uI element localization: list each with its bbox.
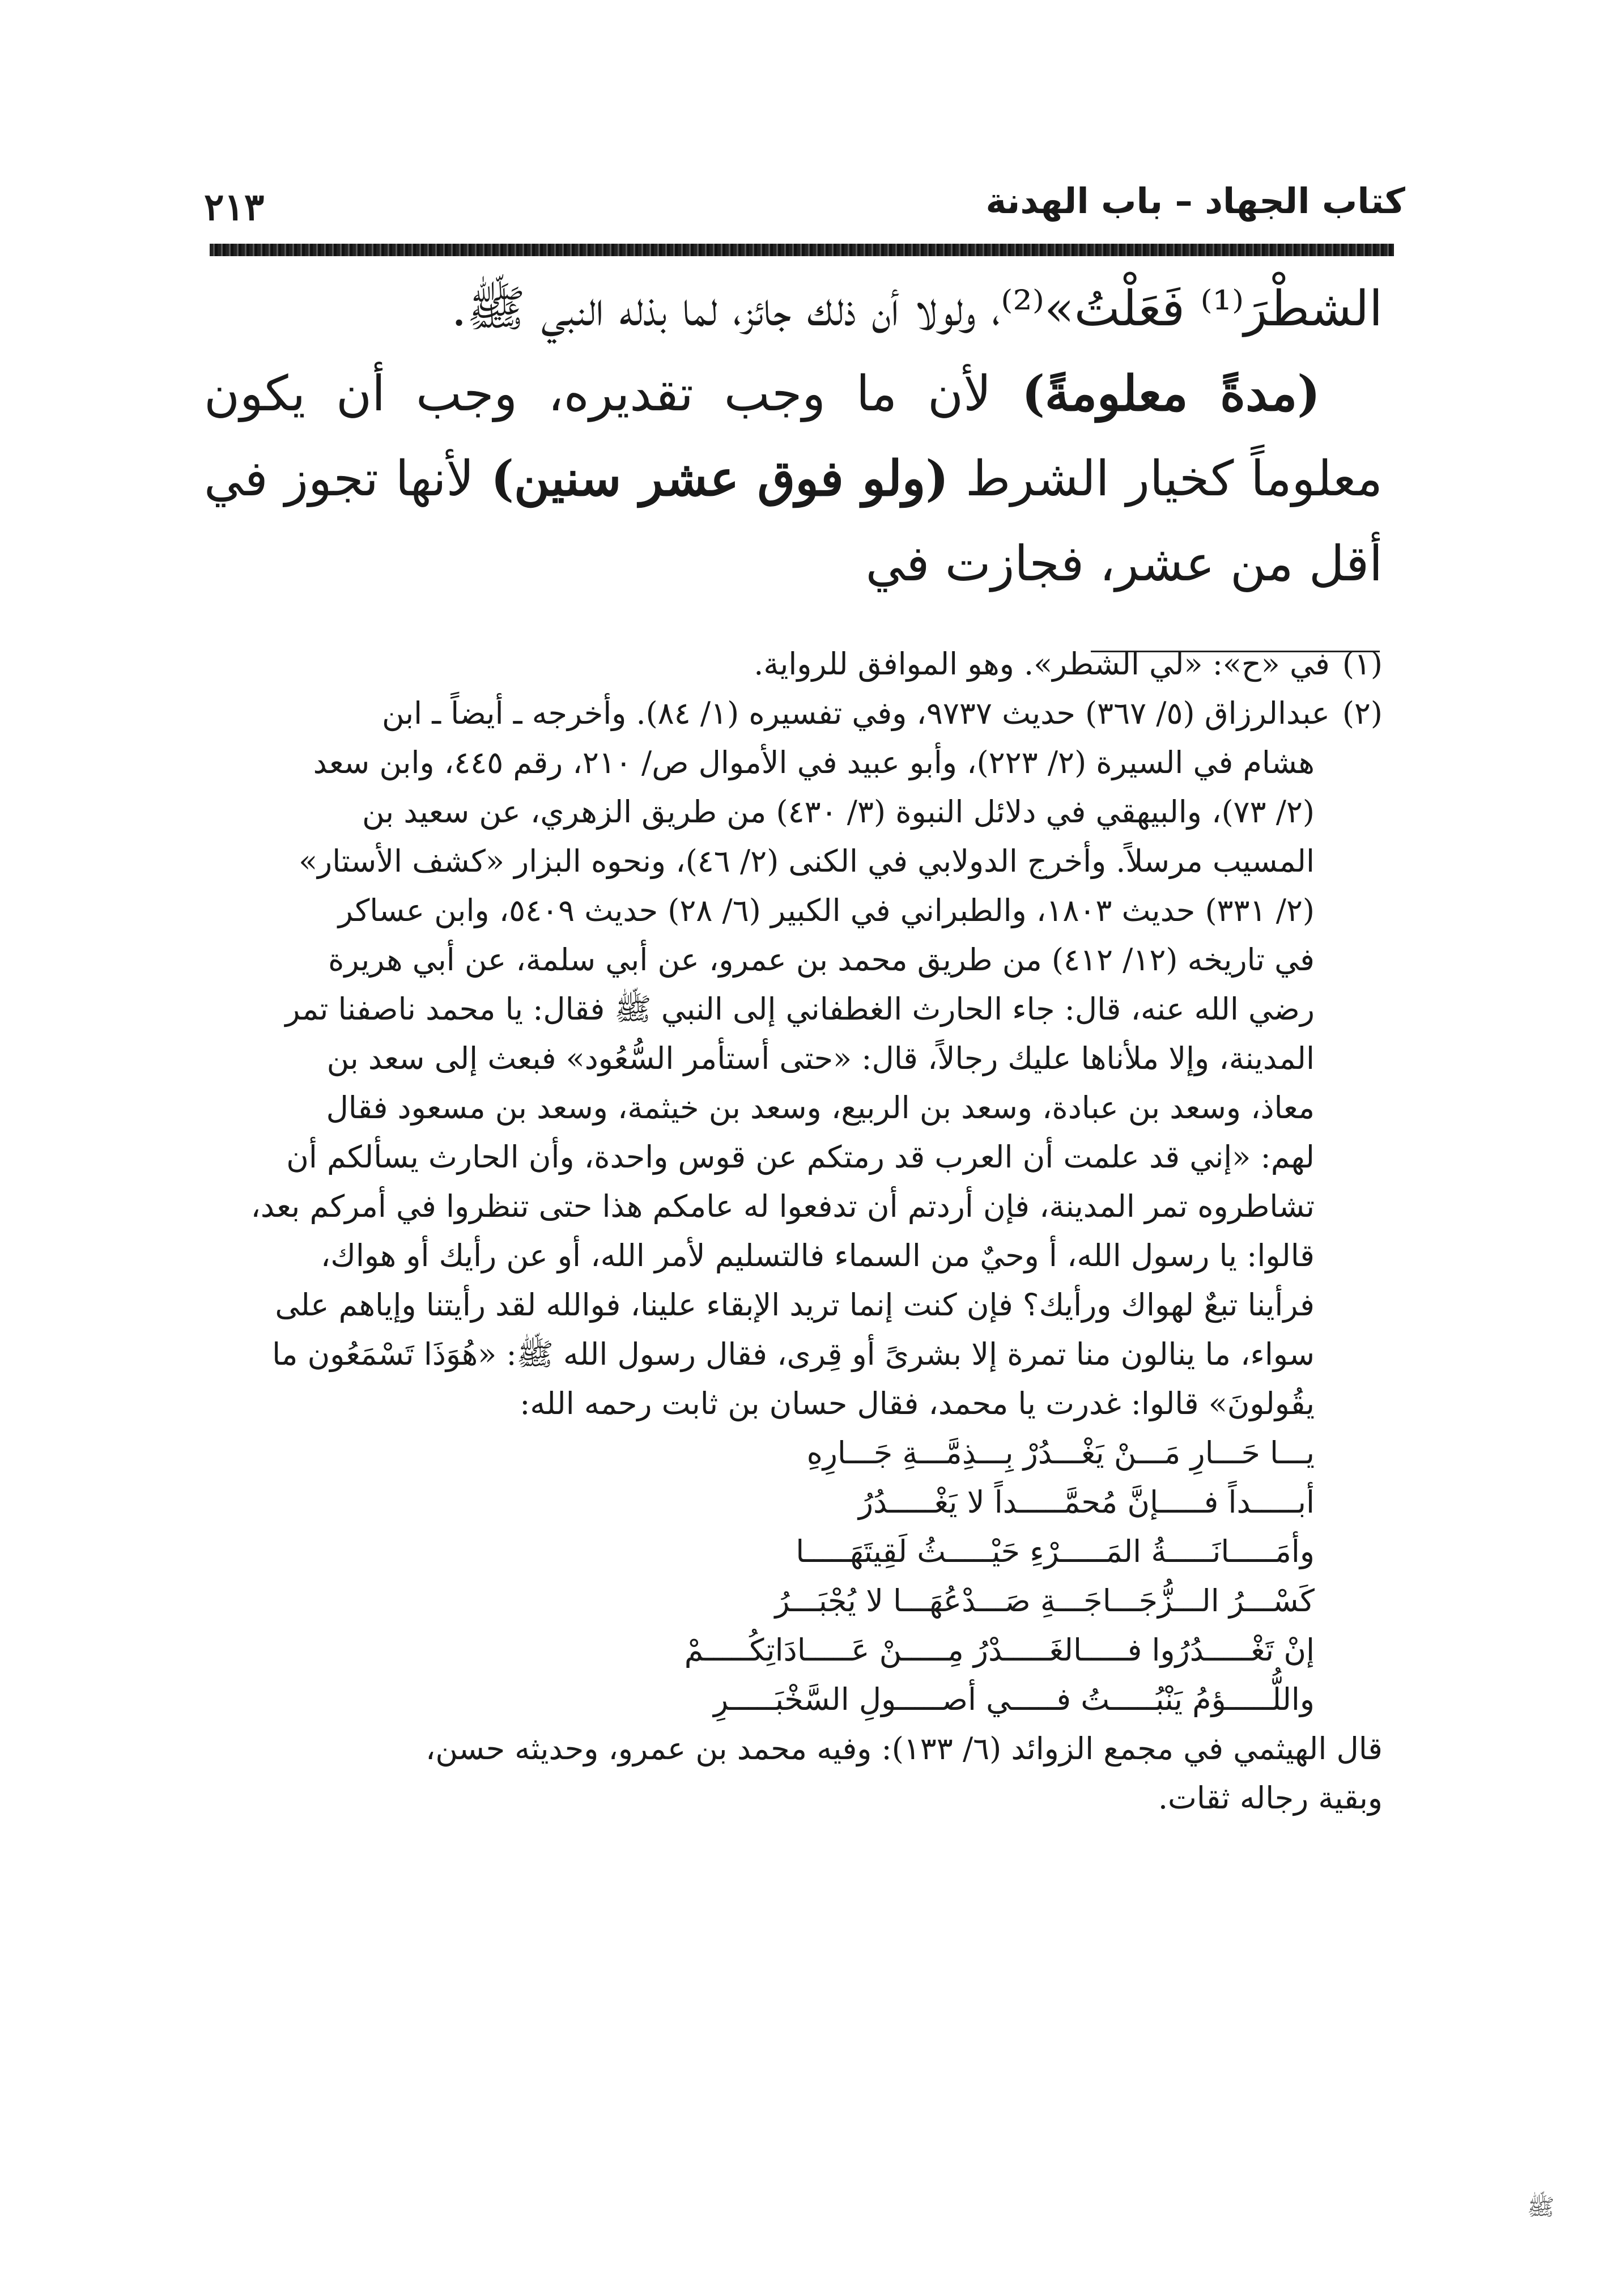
- verse-text: واللُّـــــؤمُ يَنْبُـــــتُ فـــــي أصـــــولِ السَّخْبَـــــرِ: [713, 1681, 1315, 1717]
- footnote-text: في «ح»: «لي الشطر». وهو الموافق للرواية.: [754, 646, 1330, 682]
- verse-second-hemistich: [204, 1675, 1315, 1724]
- footnote-line: لهم: «إني قد علمت أن العرب قد رمتكم عن قوس واحدة، وأن الحارث يسألكم أن: [286, 1139, 1315, 1175]
- footnote-number: (٢): [1342, 695, 1383, 731]
- footnote-line: تشاطروه تمر المدينة، فإن أردتم أن تدفعوا له عامكم هذا حتى تنظروا في أمركم بعد،: [250, 1188, 1315, 1224]
- footnote-line: هشام في السيرة (٢/ ٢٢٣)، وأبو عبيد في الأموال ص/ ٢١٠، رقم ٤٤٥، وابن سعد: [313, 745, 1315, 780]
- main-text-run: لأنها تجوز في أقل من عشر، فجازت في: [204, 451, 1383, 592]
- footnote-text: عبدالرزاق (٥/ ٣٦٧) حديث ٩٧٣٧، وفي تفسيره (١/ ٨٤). وأخرجه ـ أيضاً ـ ابن: [381, 695, 1330, 731]
- bold-term-ten-years: (ولو فوق عشر سنين): [491, 450, 949, 507]
- footnote-number: (١): [1342, 646, 1383, 682]
- verse-text: إنْ تَغْـــــدُرُوا فـــــالغَـــــدْرُ مِـــــنْ عَـــــادَاتِكُـــــمْ: [684, 1632, 1315, 1668]
- verse-second-hemistich: [204, 1477, 1315, 1527]
- footnote-1: [204, 639, 1383, 689]
- footnote-line: يقُولونَ» قالوا: غدرت يا محمد، فقال حسان بن ثابت رحمه الله:: [520, 1386, 1315, 1421]
- main-text-run: لأن ما وجب تقديره، وجب أن يكون معلوماً كخيار الشرط: [204, 366, 1383, 507]
- poem: [204, 1428, 1383, 1724]
- footnote-line: معاذ، وسعد بن عبادة، وسعد بن الربيع، وسعد بن خيثمة، وسعد بن مسعود فقال: [326, 1090, 1315, 1126]
- main-text: [204, 266, 1383, 606]
- footnote-2: [204, 689, 1383, 738]
- page-number: ٢١٣: [204, 185, 265, 229]
- footnote-closing-line: قال الهيثمي في مجمع الزوائد (٦/ ١٣٣): وفيه محمد بن عمرو، وحديثه حسن،: [426, 1731, 1383, 1767]
- verse-first-hemistich: [204, 1428, 1315, 1477]
- verse-second-hemistich: [204, 1576, 1315, 1625]
- verse-first-hemistich: [204, 1527, 1315, 1576]
- footnote-line: (٢/ ٧٣)، والبيهقي في دلائل النبوة (٣/ ٤٣٠) من طريق الزهري، عن سعيد بن: [362, 794, 1315, 830]
- page-header: [204, 180, 1405, 231]
- footnote-closing-line: وبقية رجاله ثقات.: [1158, 1780, 1383, 1816]
- bold-term-duration: (مدةً معلومةً): [1022, 365, 1321, 422]
- main-paragraph-2: [204, 351, 1383, 606]
- verse-text: كَسْـــرُ الـــزُّجَـــاجَـــةِ صَـــدْعُهَـــا لا يُجْبَـــرُ: [775, 1583, 1315, 1619]
- verse-text: أبـــــداً فـــــإنَّ مُحمَّـــــداً لا يَغْـــــدُرُ: [858, 1484, 1315, 1520]
- running-title: كتاب الجهاد – باب الهدنة: [985, 180, 1405, 222]
- footnote-line: (٢/ ٣٣١) حديث ١٨٠٣، والطبراني في الكبير (٦/ ٢٨) حديث ٥٤٠٩، وابن عساكر: [338, 893, 1315, 928]
- footnote-line: سواء، ما ينالون منا تمرة إلا بشرىً أو قِرى، فقال رسول الله ﷺ: «هُوَذَا تَسْمَعُون ما: [272, 1336, 1315, 1372]
- verse-text: وأمَـــــانَـــــةُ المَـــــرْءِ حَيْـــــثُ لَقِيتَهَـــــا: [796, 1534, 1315, 1569]
- footnote-line: في تاريخه (١٢/ ٤١٢) من طريق محمد بن عمرو، عن أبي سلمة، عن أبي هريرة: [328, 942, 1315, 978]
- verse-text: يـــا حَـــارِ مَـــنْ يَغْـــدُرْ بِـــذِمَّـــةِ جَـــارِهِ: [806, 1435, 1315, 1471]
- header-rule: [210, 244, 1394, 256]
- footnote-line: المسيب مرسلاً. وأخرج الدولابي في الكنى (٢/ ٤٦)، ونحوه البزار «كشف الأستار»: [299, 843, 1315, 879]
- footnote-line: رضي الله عنه، قال: جاء الحارث الغطفاني إلى النبي ﷺ فقال: يا محمد ناصفنا تمر: [285, 991, 1315, 1027]
- verse-first-hemistich: [204, 1625, 1315, 1675]
- footnote-line: فرأينا تبعٌ لهواك ورأيك؟ فإن كنت إنما تريد الإبقاء علينا، فوالله لقد رأيتنا وإياهم على: [275, 1287, 1315, 1323]
- main-line-1: الشطْرَ⁽¹⁾ فَعَلْتُ»⁽²⁾، ولولا أن ذلك جائز، لما بذله النبي ﷺ.: [451, 281, 1383, 337]
- footnotes: [204, 639, 1383, 1823]
- corner-mark: ﷺ: [1527, 2194, 1555, 2220]
- footnote-line: قالوا: يا رسول الله، أ وحيٌ من السماء فالتسليم لأمر الله، أو عن رأيك أو هواك،: [320, 1238, 1315, 1273]
- footnote-line: المدينة، وإلا ملأناها عليك رجالاً، قال: «حتى أستأمر السُّعُود» فبعث إلى سعد بن: [326, 1041, 1315, 1076]
